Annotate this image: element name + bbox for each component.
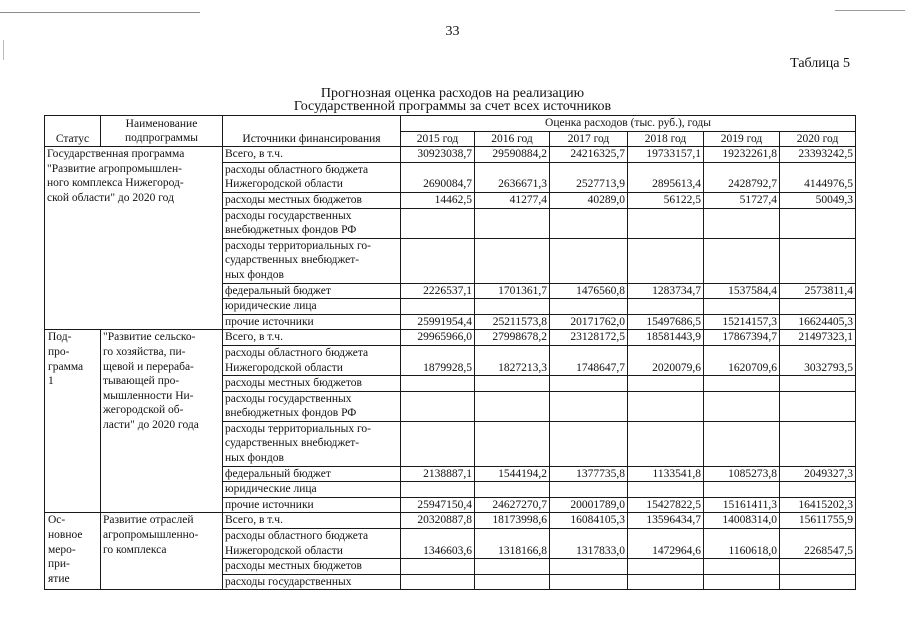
amount-cell: 24627270,7 <box>475 497 550 513</box>
subprogram-name-header <box>101 116 223 147</box>
financing-source-line: Всего, в т.ч. <box>225 331 283 344</box>
amount-cell: 2636671,3 <box>475 162 550 192</box>
amount-cell: 40289,0 <box>550 192 628 208</box>
program-status-line: Государственная программа <box>47 148 185 161</box>
amount-cell: 18581443,9 <box>628 330 704 346</box>
budget-estimate-table <box>44 115 856 590</box>
status-line: меро- <box>48 543 76 556</box>
table-title-line-1: Прогнозная оценка расходов на реализацию <box>320 86 585 101</box>
amount-cell <box>475 421 550 466</box>
financing-source-line: сударственных внебюджет- <box>225 254 360 267</box>
amount-cell <box>704 238 780 283</box>
financing-source-line: расходы территориальных го- <box>225 422 372 435</box>
table-row <box>45 147 856 163</box>
amount-cell: 14462,5 <box>401 192 475 208</box>
subprogram-name-line: жегородской об- <box>103 404 184 417</box>
subprogram-name-line: агропромышленно- <box>103 529 199 542</box>
amount-cell <box>550 574 628 590</box>
subprogram-name-cell <box>101 330 223 513</box>
financing-source-cell <box>223 466 401 482</box>
status-header: Статус <box>45 116 101 147</box>
amount-cell <box>475 574 550 590</box>
amount-cell: 16415202,3 <box>780 497 856 513</box>
amount-cell: 15161411,3 <box>704 497 780 513</box>
amount-cell <box>628 208 704 238</box>
financing-source-cell <box>223 330 401 346</box>
financing-source-line: расходы государственных <box>225 209 352 222</box>
subprogram-name-line: мышленности Ни- <box>103 389 194 402</box>
program-status-line: ской области" до 2020 год <box>47 191 174 204</box>
financing-source-line: Всего, в т.ч. <box>225 514 283 527</box>
status-line: новное <box>48 529 83 542</box>
table-body <box>45 147 856 590</box>
amount-cell <box>780 208 856 238</box>
amount-cell: 1377735,8 <box>550 466 628 482</box>
amount-cell <box>401 208 475 238</box>
amount-cell <box>401 376 475 392</box>
amount-cell: 1472964,6 <box>628 529 704 559</box>
amount-cell <box>550 376 628 392</box>
amount-cell <box>475 376 550 392</box>
financing-source-cell <box>223 314 401 330</box>
amount-cell: 41277,4 <box>475 192 550 208</box>
financing-source-line: Всего, в т.ч. <box>225 148 283 161</box>
financing-source-line: прочие источники <box>225 315 314 328</box>
amount-cell: 19733157,1 <box>628 147 704 163</box>
amount-cell: 1620709,6 <box>704 345 780 375</box>
financing-source-line: внебюджетных фондов РФ <box>225 224 357 237</box>
table-label: Таблица 5 <box>790 56 850 71</box>
amount-cell: 14008314,0 <box>704 513 780 529</box>
subprogram-name-line: "Развитие сельско- <box>103 331 196 344</box>
header-row-1 <box>45 116 856 132</box>
subprogram-name-cell <box>101 513 223 590</box>
amount-cell: 2138887,1 <box>401 466 475 482</box>
amount-cell <box>628 574 704 590</box>
financing-source-cell <box>223 513 401 529</box>
amount-cell <box>780 376 856 392</box>
expense-estimate-header: Оценка расходов (тыс. руб.), годы <box>401 116 856 132</box>
financing-source-cell <box>223 482 401 498</box>
subprogram-name-line: го комплекса <box>103 543 167 556</box>
amount-cell <box>628 238 704 283</box>
financing-source-line: расходы местных бюджетов <box>225 377 362 390</box>
amount-cell <box>704 559 780 575</box>
status-line: 1 <box>48 375 54 388</box>
financing-source-line: Нижегородской области <box>225 544 343 557</box>
amount-cell <box>550 482 628 498</box>
financing-source-cell <box>223 147 401 163</box>
table-title-line-2: Государственной программы за счет всех источников <box>293 99 612 114</box>
financing-source-cell <box>223 376 401 392</box>
subprogram-name-line: щевой и перераба- <box>103 360 194 373</box>
financing-source-cell <box>223 162 401 192</box>
amount-cell <box>475 559 550 575</box>
amount-cell <box>475 208 550 238</box>
year-header: 2016 год <box>475 131 550 147</box>
amount-cell: 21497323,1 <box>780 330 856 346</box>
amount-cell: 2573811,4 <box>780 283 856 299</box>
amount-cell <box>704 482 780 498</box>
amount-cell <box>550 238 628 283</box>
status-line: при- <box>48 558 70 571</box>
financing-source-line: Нижегородской области <box>225 178 343 191</box>
amount-cell <box>704 208 780 238</box>
amount-cell <box>401 559 475 575</box>
financing-source-cell <box>223 283 401 299</box>
amount-cell: 15497686,5 <box>628 314 704 330</box>
amount-cell <box>550 299 628 315</box>
financing-source-line: юридические лица <box>225 483 317 496</box>
subprogram-name-header-line-2: подпрограммы <box>125 132 198 145</box>
amount-cell <box>401 421 475 466</box>
amount-cell: 2226537,1 <box>401 283 475 299</box>
amount-cell <box>628 391 704 421</box>
financing-source-line: ных фондов <box>225 452 284 465</box>
amount-cell <box>475 238 550 283</box>
amount-cell: 19232261,8 <box>704 147 780 163</box>
amount-cell: 1537584,4 <box>704 283 780 299</box>
amount-cell: 2268547,5 <box>780 529 856 559</box>
amount-cell: 15427822,5 <box>628 497 704 513</box>
amount-cell: 23393242,5 <box>780 147 856 163</box>
amount-cell: 2895613,4 <box>628 162 704 192</box>
year-header: 2015 год <box>401 131 475 147</box>
amount-cell <box>475 299 550 315</box>
subprogram-name-header-line-1: Наименование <box>125 117 198 130</box>
scan-edge-mark <box>3 40 4 60</box>
amount-cell: 27998678,2 <box>475 330 550 346</box>
amount-cell: 2428792,7 <box>704 162 780 192</box>
scan-edge-line <box>0 12 200 13</box>
amount-cell: 1544194,2 <box>475 466 550 482</box>
financing-source-cell <box>223 345 401 375</box>
amount-cell: 25211573,8 <box>475 314 550 330</box>
financing-source-line: федеральный бюджет <box>225 284 331 297</box>
amount-cell: 51727,4 <box>704 192 780 208</box>
amount-cell: 1283734,7 <box>628 283 704 299</box>
status-cell <box>45 513 101 590</box>
financing-source-cell <box>223 391 401 421</box>
amount-cell: 1701361,7 <box>475 283 550 299</box>
amount-cell: 30923038,7 <box>401 147 475 163</box>
status-line: Ос- <box>48 514 66 527</box>
amount-cell: 17867394,7 <box>704 330 780 346</box>
amount-cell: 1318166,8 <box>475 529 550 559</box>
amount-cell <box>704 299 780 315</box>
amount-cell: 1827213,3 <box>475 345 550 375</box>
amount-cell: 2527713,9 <box>550 162 628 192</box>
year-header: 2019 год <box>704 131 780 147</box>
amount-cell: 16624405,3 <box>780 314 856 330</box>
amount-cell <box>550 421 628 466</box>
amount-cell <box>704 421 780 466</box>
amount-cell <box>780 299 856 315</box>
amount-cell: 1085273,8 <box>704 466 780 482</box>
amount-cell: 1748647,7 <box>550 345 628 375</box>
amount-cell: 56122,5 <box>628 192 704 208</box>
amount-cell <box>628 559 704 575</box>
amount-cell <box>401 238 475 283</box>
financing-source-line: ных фондов <box>225 268 284 281</box>
financing-source-line: расходы государственных <box>225 392 352 405</box>
financing-source-cell <box>223 208 401 238</box>
amount-cell <box>401 299 475 315</box>
financing-source-line: федеральный бюджет <box>225 467 331 480</box>
subprogram-name-line: ласти" до 2020 года <box>103 418 199 431</box>
financing-source-line: расходы территориальных го- <box>225 239 372 252</box>
amount-cell: 1476560,8 <box>550 283 628 299</box>
financing-source-line: сударственных внебюджет- <box>225 437 360 450</box>
amount-cell <box>780 559 856 575</box>
financing-source-line: расходы областного бюджета <box>225 163 369 176</box>
amount-cell <box>550 391 628 421</box>
amount-cell <box>704 391 780 421</box>
table-row <box>45 513 856 529</box>
amount-cell <box>401 482 475 498</box>
amount-cell <box>780 421 856 466</box>
amount-cell <box>780 238 856 283</box>
amount-cell: 25947150,4 <box>401 497 475 513</box>
amount-cell <box>780 391 856 421</box>
financing-source-line: прочие источники <box>225 498 314 511</box>
status-line: грамма <box>48 360 84 373</box>
amount-cell: 4144976,5 <box>780 162 856 192</box>
amount-cell: 20171762,0 <box>550 314 628 330</box>
amount-cell: 23128172,5 <box>550 330 628 346</box>
program-status-line: "Развитие агропромышлен- <box>47 162 182 175</box>
financing-source-cell <box>223 421 401 466</box>
financing-source-line: расходы местных бюджетов <box>225 560 362 573</box>
financing-source-header: Источники финансирования <box>223 116 401 147</box>
amount-cell <box>401 574 475 590</box>
amount-cell <box>628 299 704 315</box>
amount-cell: 24216325,7 <box>550 147 628 163</box>
subprogram-name-line: тывающей про- <box>103 375 180 388</box>
amount-cell: 20001789,0 <box>550 497 628 513</box>
amount-cell <box>704 574 780 590</box>
financing-source-line: расходы областного бюджета <box>225 346 369 359</box>
financing-source-cell <box>223 497 401 513</box>
amount-cell: 1317833,0 <box>550 529 628 559</box>
year-header: 2017 год <box>550 131 628 147</box>
amount-cell <box>628 376 704 392</box>
amount-cell <box>475 482 550 498</box>
amount-cell <box>704 376 780 392</box>
financing-source-cell <box>223 574 401 590</box>
amount-cell: 13596434,7 <box>628 513 704 529</box>
year-header: 2018 год <box>628 131 704 147</box>
subprogram-name-line: го хозяйства, пи- <box>103 345 186 358</box>
financing-source-line: расходы областного бюджета <box>225 530 369 543</box>
subprogram-name-line: Развитие отраслей <box>103 514 194 527</box>
status-line: ятие <box>48 572 70 585</box>
amount-cell: 20320887,8 <box>401 513 475 529</box>
amount-cell <box>550 208 628 238</box>
financing-source-cell <box>223 559 401 575</box>
financing-source-cell <box>223 192 401 208</box>
scan-edge-line <box>835 10 905 11</box>
amount-cell: 29590884,2 <box>475 147 550 163</box>
status-line: про- <box>48 345 70 358</box>
year-header: 2020 год <box>780 131 856 147</box>
amount-cell: 29965966,0 <box>401 330 475 346</box>
financing-source-cell <box>223 529 401 559</box>
amount-cell <box>401 391 475 421</box>
amount-cell: 2690084,7 <box>401 162 475 192</box>
table-row <box>45 330 856 346</box>
amount-cell: 1346603,6 <box>401 529 475 559</box>
amount-cell: 15214157,3 <box>704 314 780 330</box>
financing-source-line: юридические лица <box>225 300 317 313</box>
status-line: Под- <box>48 331 72 344</box>
program-status-line: ного комплекса Нижегород- <box>47 177 184 190</box>
amount-cell: 3032793,5 <box>780 345 856 375</box>
amount-cell <box>628 482 704 498</box>
amount-cell: 25991954,4 <box>401 314 475 330</box>
amount-cell <box>780 482 856 498</box>
amount-cell: 16084105,3 <box>550 513 628 529</box>
amount-cell <box>780 574 856 590</box>
amount-cell: 50049,3 <box>780 192 856 208</box>
page-number: 33 <box>445 24 460 39</box>
amount-cell: 2049327,3 <box>780 466 856 482</box>
program-status-cell <box>45 147 223 330</box>
financing-source-line: внебюджетных фондов РФ <box>225 407 357 420</box>
financing-source-cell <box>223 299 401 315</box>
financing-source-line: Нижегородской области <box>225 361 343 374</box>
amount-cell: 2020079,6 <box>628 345 704 375</box>
amount-cell: 15611755,9 <box>780 513 856 529</box>
amount-cell <box>550 559 628 575</box>
financing-source-line: расходы местных бюджетов <box>225 193 362 206</box>
amount-cell <box>628 421 704 466</box>
amount-cell: 1160618,0 <box>704 529 780 559</box>
amount-cell: 1133541,8 <box>628 466 704 482</box>
amount-cell: 18173998,6 <box>475 513 550 529</box>
amount-cell <box>475 391 550 421</box>
status-cell <box>45 330 101 513</box>
financing-source-cell <box>223 238 401 283</box>
financing-source-line: расходы государственных <box>225 575 352 588</box>
amount-cell: 1879928,5 <box>401 345 475 375</box>
